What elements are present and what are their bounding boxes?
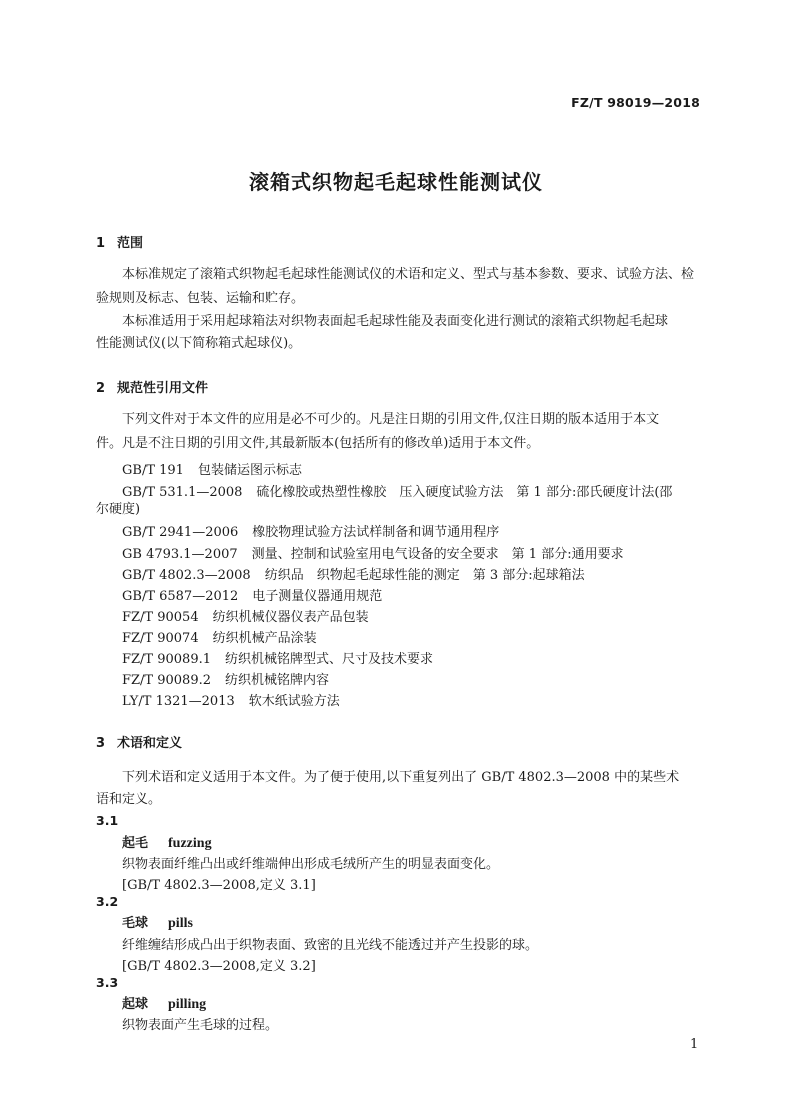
s2-para1-line1: 下列文件对于本文件的应用是必不可少的。凡是注日期的引用文件,仅注日期的版本适用于本文	[122, 412, 660, 427]
normative-reference: GB/T 6587—2012 电子测量仪器通用规范	[122, 589, 383, 604]
standard-code: FZ/T 98019—2018	[571, 95, 700, 110]
normative-reference: GB/T 4802.3—2008 纺织品 织物起毛起球性能的测定 第 3 部分:起球箱法	[122, 568, 585, 583]
section-1-heading: 1 范围	[96, 236, 144, 251]
section-2-heading: 2 规范性引用文件	[96, 381, 209, 396]
page-number: 1	[690, 1037, 699, 1052]
s1-para1-line2: 验规则及标志、包装、运输和贮存。	[96, 291, 305, 306]
section-3-heading: 3 术语和定义	[96, 736, 183, 751]
s2-para1-line2: 件。凡是不注日期的引用文件,其最新版本(包括所有的修改单)适用于本文件。	[96, 436, 540, 451]
reference-continuation: 尔硬度)	[96, 502, 141, 517]
term-source: [GB/T 4802.3—2008,定义 3.1]	[122, 878, 316, 893]
term-definition: 织物表面产生毛球的过程。	[122, 1018, 279, 1033]
term-number: 3.2	[96, 894, 119, 909]
normative-reference: FZ/T 90074 纺织机械产品涂装	[122, 631, 317, 646]
s1-para2-line1: 本标准适用于采用起球箱法对织物表面起毛起球性能及表面变化进行测试的滚箱式织物起毛起球	[122, 314, 669, 329]
term-entry: 毛球 pills	[122, 916, 193, 931]
term-number: 3.1	[96, 813, 119, 828]
term-number: 3.3	[96, 975, 119, 990]
normative-reference: LY/T 1321—2013 软木纸试验方法	[122, 694, 340, 709]
normative-reference: GB 4793.1—2007 测量、控制和试验室用电气设备的安全要求 第 1 部分:通用要求	[122, 547, 624, 562]
term-entry: 起毛 fuzzing	[122, 836, 212, 851]
normative-reference: GB/T 191 包装储运图示标志	[122, 463, 302, 478]
normative-reference: FZ/T 90089.1 纺织机械铭牌型式、尺寸及技术要求	[122, 652, 434, 667]
document-title: 滚箱式织物起毛起球性能测试仪	[249, 170, 543, 194]
normative-reference: GB/T 2941—2006 橡胶物理试验方法试样制备和调节通用程序	[122, 525, 500, 540]
s3-para1-line2: 语和定义。	[96, 792, 162, 807]
normative-reference: GB/T 531.1—2008 硫化橡胶或热塑性橡胶 压入硬度试验方法 第 1 部分:邵氏硬度计法(邵	[122, 485, 673, 500]
s1-para1-line1: 本标准规定了滚箱式织物起毛起球性能测试仪的术语和定义、型式与基本参数、要求、试验方法、检	[122, 267, 695, 282]
s3-para1-line1: 下列术语和定义适用于本文件。为了便于使用,以下重复列出了 GB/T 4802.3—2008 中的某些术	[122, 770, 680, 785]
normative-reference: FZ/T 90089.2 纺织机械铭牌内容	[122, 673, 330, 688]
s1-para2-line2: 性能测试仪(以下简称箱式起球仪)。	[96, 336, 302, 351]
term-definition: 织物表面纤维凸出或纤维端伸出形成毛绒所产生的明显表面变化。	[122, 857, 500, 872]
term-entry: 起球 pilling	[122, 997, 207, 1012]
normative-reference: FZ/T 90054 纺织机械仪器仪表产品包装	[122, 610, 369, 625]
term-source: [GB/T 4802.3—2008,定义 3.2]	[122, 959, 316, 974]
term-definition: 纤维缠结形成凸出于织物表面、致密的且光线不能透过并产生投影的球。	[122, 938, 539, 953]
